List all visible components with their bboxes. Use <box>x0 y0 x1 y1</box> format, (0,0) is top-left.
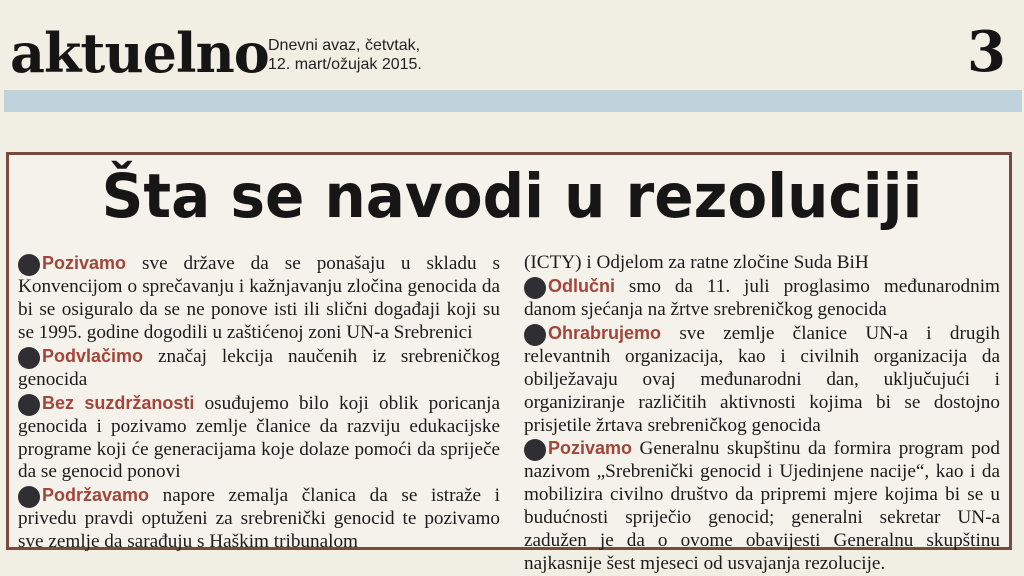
bullet-icon <box>18 254 40 276</box>
item-text: Generalnu skupštinu da formira program pod nazivom „Srebrenički genocid i Ujedinjene nacije“, kao i da mobilizira civilno društvo da pripremi mjere kojima bi se u budućnosti spriječio genocid; generalni sekretar UN-a zadužen je da o ovome obavijesti Generalnu skupštinu najkasnije šest mjeseci od usvajanja rezolucije. <box>524 438 1000 575</box>
bullet-icon <box>524 277 546 299</box>
section-title: aktuelno <box>10 21 269 85</box>
item-keyword: Ohrabrujemo <box>548 322 662 343</box>
resolution-item <box>18 345 500 392</box>
page-header <box>0 0 1024 90</box>
resolution-item <box>524 275 1000 322</box>
item-text: smo da 11. juli proglasimo međunarodnim danom sjećanja na žrtve srebreničkog genocida <box>524 275 1000 320</box>
item-keyword: Pozivamo <box>548 438 633 459</box>
item-keyword: Podržavamo <box>42 485 150 506</box>
item-text: osuđujemo bilo koji oblik poricanja genocida i pozivamo zemlje članice da razviju edukacijske programe koji će generacijama koje dolaze pomoći da spriječe da se genocid ponovi <box>18 392 500 483</box>
issue-info <box>268 36 422 74</box>
bullet-icon <box>524 324 546 346</box>
bullet-icon <box>18 347 40 369</box>
item-keyword: Odlučni <box>548 275 615 296</box>
header-rule <box>4 90 1022 112</box>
item-keyword: Podvlačimo <box>42 345 144 366</box>
continued-text: (ICTY) i Odjelom za ratne zločine Suda BiH <box>524 252 869 273</box>
item-keyword: Pozivamo <box>42 253 127 273</box>
page-number: 3 <box>967 19 1006 85</box>
item-keyword: Bez suzdržanosti <box>42 392 195 413</box>
item-text: značaj lekcija naučenih iz srebreničkog genocida <box>18 345 500 390</box>
issue-date: 12. mart/ožujak 2015. <box>268 56 422 73</box>
item-text: napore zemalja članica da se istraže i privedu pravdi optuženi za srebrenički genocid te pozivamo sve zemlje da sarađuju s Haškim tribunalom <box>18 485 500 553</box>
bullet-icon <box>524 439 546 461</box>
article-headline: Šta se navodi u rezoluciji <box>101 160 923 232</box>
resolution-item <box>18 252 500 345</box>
item-text: sve zemlje članice UN-a i drugih relevantnih organizacija, kao i civilnih organizacija da obilježavaju ovaj međunarodni dan, uključujući i organiziranje različitih aktivnosti kojima bi se dostojno prisjetile žrtava srebreničkog genocida <box>524 322 1000 436</box>
bullet-icon <box>18 394 40 416</box>
bullet-icon <box>18 486 40 508</box>
resolution-item <box>18 392 500 485</box>
resolution-item <box>524 322 1000 438</box>
resolution-item <box>524 437 1000 576</box>
resolution-item <box>18 484 500 554</box>
item-text: sve države da se ponašaju u skladu s Konvencijom o sprečavanju i kažnjavanju zločina genocida da bi se osiguralo da se ne ponove isti ili slični događaji koji su se 1995. godine dogodili u zaštićenoj zoni UN-a Srebrenici <box>18 253 500 343</box>
article-column-left <box>18 252 500 554</box>
publication-name: Dnevni avaz, četvtak, <box>268 37 421 54</box>
article-column-right <box>524 252 1000 576</box>
